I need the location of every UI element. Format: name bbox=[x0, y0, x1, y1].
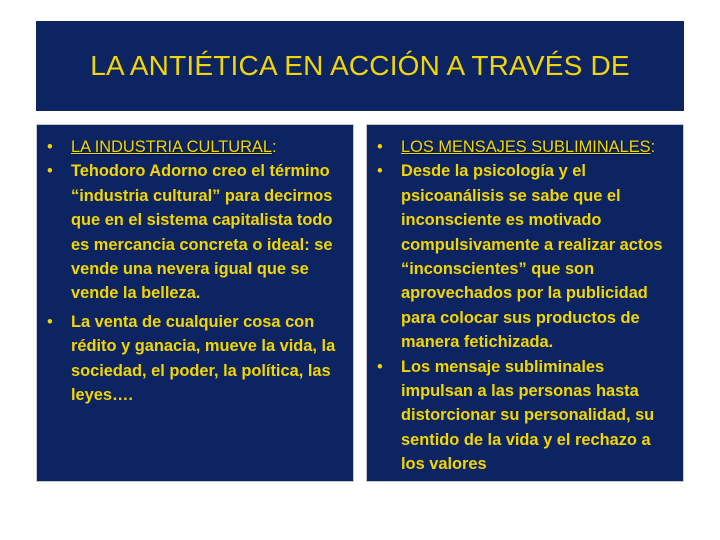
bullet-icon: • bbox=[47, 138, 53, 156]
right-paragraph-subliminales: Los mensaje subliminales impulsan a las personas hasta distorcionar su personalidad, su sentido de la vida y el rechazo a los valores bbox=[401, 357, 655, 474]
bullet-icon: • bbox=[47, 162, 53, 181]
slide-title: LA ANTIÉTICA EN ACCIÓN A TRAVÉS DE bbox=[90, 50, 630, 81]
right-column-panel bbox=[366, 124, 684, 482]
bullet-icon: • bbox=[377, 162, 383, 181]
bullet-icon: • bbox=[377, 138, 383, 156]
right-bullet-list bbox=[375, 135, 677, 477]
left-paragraph-venta: La venta de cualquier cosa con rédito y ganacia, mueve la vida, la sociedad, el poder, la política, las leyes…. bbox=[71, 312, 336, 405]
list-item bbox=[375, 159, 677, 354]
list-item bbox=[375, 135, 677, 159]
right-heading: LOS MENSAJES SUBLIMINALES bbox=[401, 138, 651, 156]
bullet-icon: • bbox=[47, 312, 53, 331]
list-item bbox=[45, 310, 347, 408]
left-bullet-list bbox=[45, 135, 347, 407]
list-item bbox=[45, 135, 347, 159]
right-paragraph-psicologia: Desde la psicología y el psicoanálisis se sabe que el inconsciente es motivado compulsivamente a realizar actos “inconscientes” que son aprovechados por la publicidad para colocar sus productos de manera fetichizada. bbox=[401, 162, 663, 352]
list-item bbox=[375, 355, 677, 477]
bullet-icon: • bbox=[377, 357, 383, 376]
title-banner bbox=[36, 21, 684, 111]
list-item bbox=[45, 159, 347, 305]
right-heading-suffix: : bbox=[650, 138, 656, 156]
left-heading-suffix: : bbox=[271, 138, 277, 156]
left-paragraph-adorno: Tehodoro Adorno creo el término “industria cultural” para decirnos que en el sistema capitalista todo es mercancia concreta o ideal: se vende una nevera igual que se vende la belleza. bbox=[71, 162, 333, 303]
left-heading: LA INDUSTRIA CULTURAL bbox=[71, 138, 272, 156]
left-column-panel bbox=[36, 124, 354, 482]
